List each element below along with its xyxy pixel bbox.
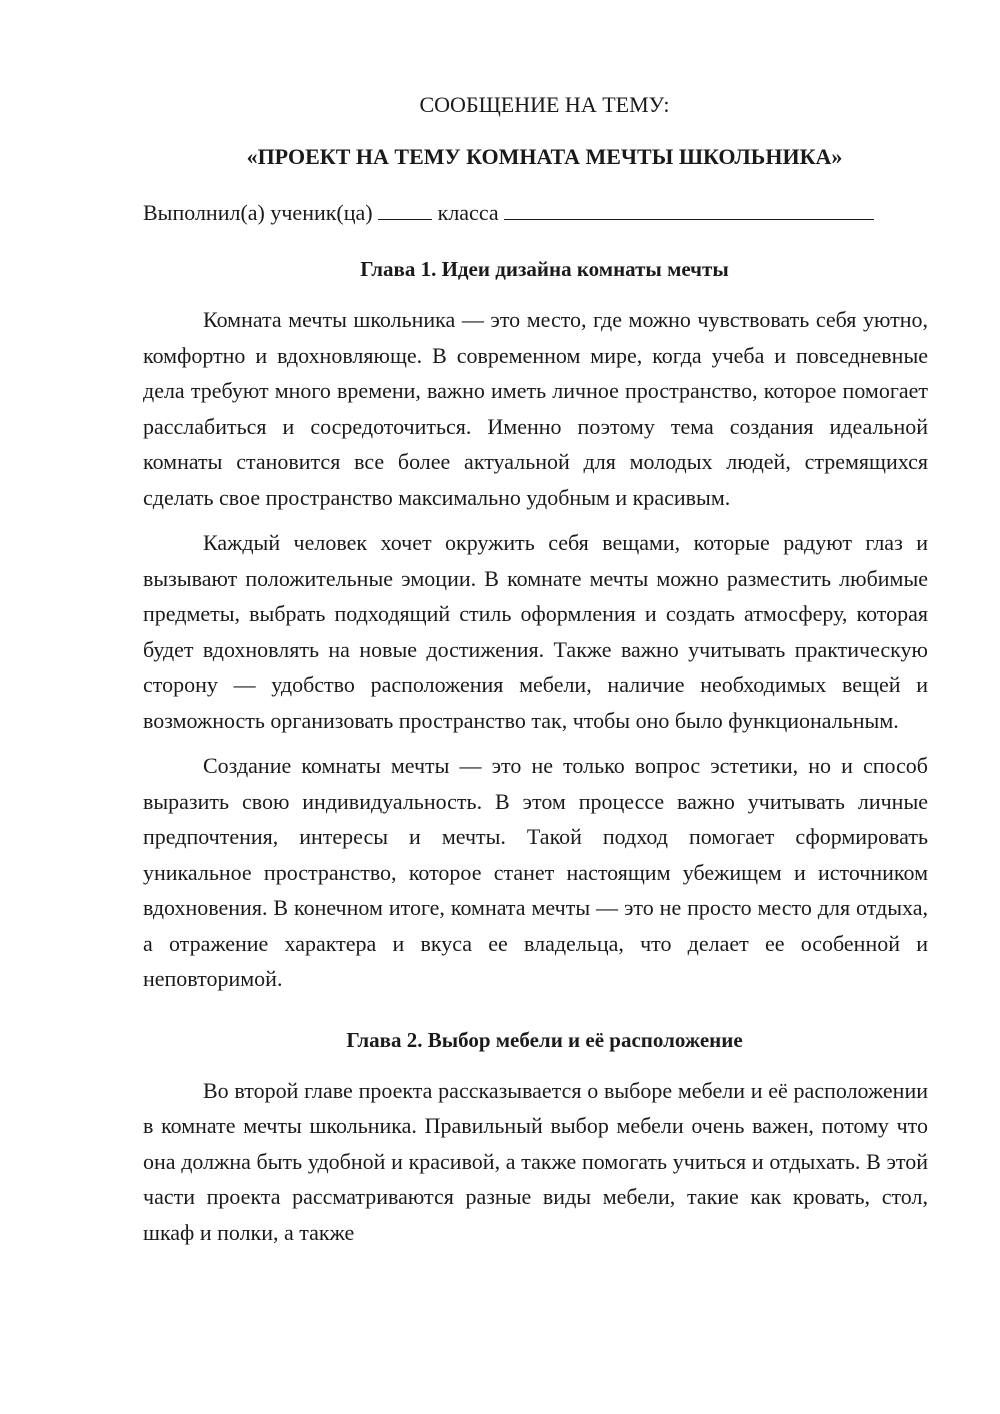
chapter-1-paragraph: Создание комнаты мечты — это не только вопрос эстетики, но и способ выразить свою индивидуальность. В этом процессе важно учитывать личные предпочтения, интересы и мечты. Такой подход помогает сформировать уникальное пространство, которое станет настоящим убежищем и источником вдохновения. В конечном итоге, комната мечты — это не просто место для отдыха, а отражение характера и вкуса ее владельца, что делает ее особенной и неповторимой. [143, 753, 928, 991]
author-prefix: Выполнил(а) ученик(ца) [143, 200, 373, 225]
document-heading: СООБЩЕНИЕ НА ТЕМУ: [419, 92, 670, 117]
chapter-2-paragraph: Во второй главе проекта рассказывается о выборе мебели и её расположении в комнате мечты школьника. Правильный выбор мебели очень важен, потому что она должна быть удобной и красивой, а также помогать учиться и отдыхать. В этой части проекта рассматриваются разные виды мебели, такие как кровать, стол, шкаф и полки, а также [143, 1077, 928, 1245]
author-class-label: класса [437, 200, 499, 225]
class-number-blank [378, 195, 432, 220]
chapter-2-title: Глава 2. Выбор мебели и её расположение [346, 1027, 743, 1052]
document-title: «ПРОЕКТ НА ТЕМУ КОМНАТА МЕЧТЫ ШКОЛЬНИКА» [246, 144, 843, 169]
author-line [143, 195, 928, 228]
chapter-1-paragraph: Комната мечты школьника — это место, где можно чувствовать себя уютно, комфортно и вдохновляюще. В современном мире, когда учеба и повседневные дела требуют много времени, важно иметь личное пространство, которое помогает расслабиться и сосредоточиться. Именно поэтому тема создания идеальной комнаты становится все более актуальной для молодых людей, стремящихся сделать свое пространство максимально удобным и красивым. [143, 307, 928, 510]
chapter-1-title: Глава 1. Идеи дизайна комнаты мечты [360, 257, 729, 281]
student-name-blank [504, 195, 874, 220]
document-page [143, 90, 928, 1250]
chapter-1-paragraph: Каждый человек хочет окружить себя вещами, которые радуют глаз и вызывают положительные эмоции. В комнате мечты можно разместить любимые предметы, выбрать подходящий стиль оформления и создать атмосферу, которая будет вдохновлять на новые достижения. Также важно учитывать практическую сторону — удобство расположения мебели, наличие необходимых вещей и возможность организовать пространство так, чтобы оно было функциональным. [143, 530, 928, 733]
